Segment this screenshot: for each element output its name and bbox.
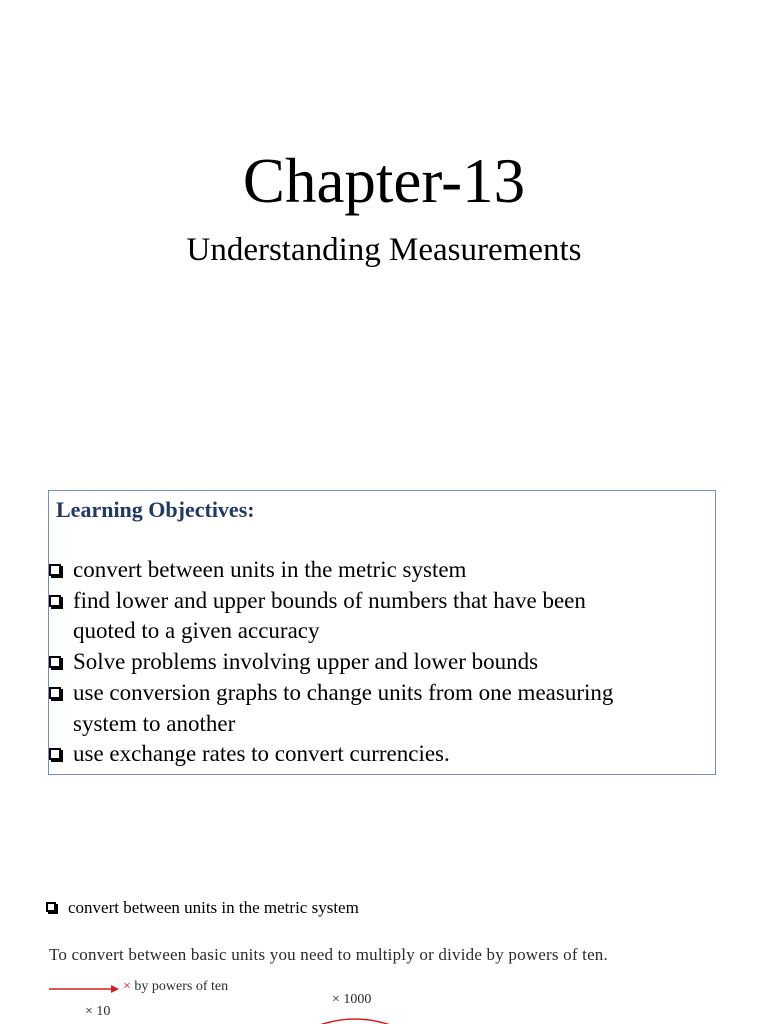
objective-text: find lower and upper bounds of numbers that have been [73,587,586,613]
checkbox-square-icon [46,902,56,912]
objective-item [46,555,714,586]
objective-text: use conversion graphs to change units from one measuring [73,679,614,705]
legend-label [123,979,228,995]
checkbox-square-icon [49,564,61,576]
checkbox-square-icon [49,748,61,760]
objective-text-continued: system to another [73,710,236,736]
learning-objectives-heading: Learning Objectives: [56,497,255,522]
conversion-diagram [45,975,645,1024]
right-arrow-icon [49,983,119,995]
checkbox-square-icon [49,656,61,668]
objective-text: convert between units in the metric system [73,557,467,582]
learning-objectives-list [46,555,714,770]
objective-text: Solve problems involving upper and lower bounds [73,649,539,675]
chapter-title: Chapter-13 [242,146,526,216]
objective-item [46,647,714,678]
chapter-subtitle: Understanding Measurements [186,232,582,268]
objective-text: use exchange rates to convert currencies. [73,741,450,767]
checkbox-square-icon [49,595,61,607]
curved-arrow-icon [300,1013,410,1024]
objective-text-continued: quoted to a given accuracy [73,618,320,644]
objective-item [46,678,714,739]
objective-item [46,586,714,647]
objective-item [46,739,714,770]
section-heading-text: convert between units in the metric system [68,898,359,917]
legend-symbol: × [123,979,131,994]
multiplier-10-label: × 10 [85,1004,111,1019]
multiplier-1000-label: × 1000 [332,992,372,1007]
section-heading [46,896,359,920]
intro-paragraph: To convert between basic units you need to multiply or divide by powers of ten. [49,945,608,964]
legend-text: by powers of ten [134,979,229,994]
checkbox-square-icon [49,687,61,699]
